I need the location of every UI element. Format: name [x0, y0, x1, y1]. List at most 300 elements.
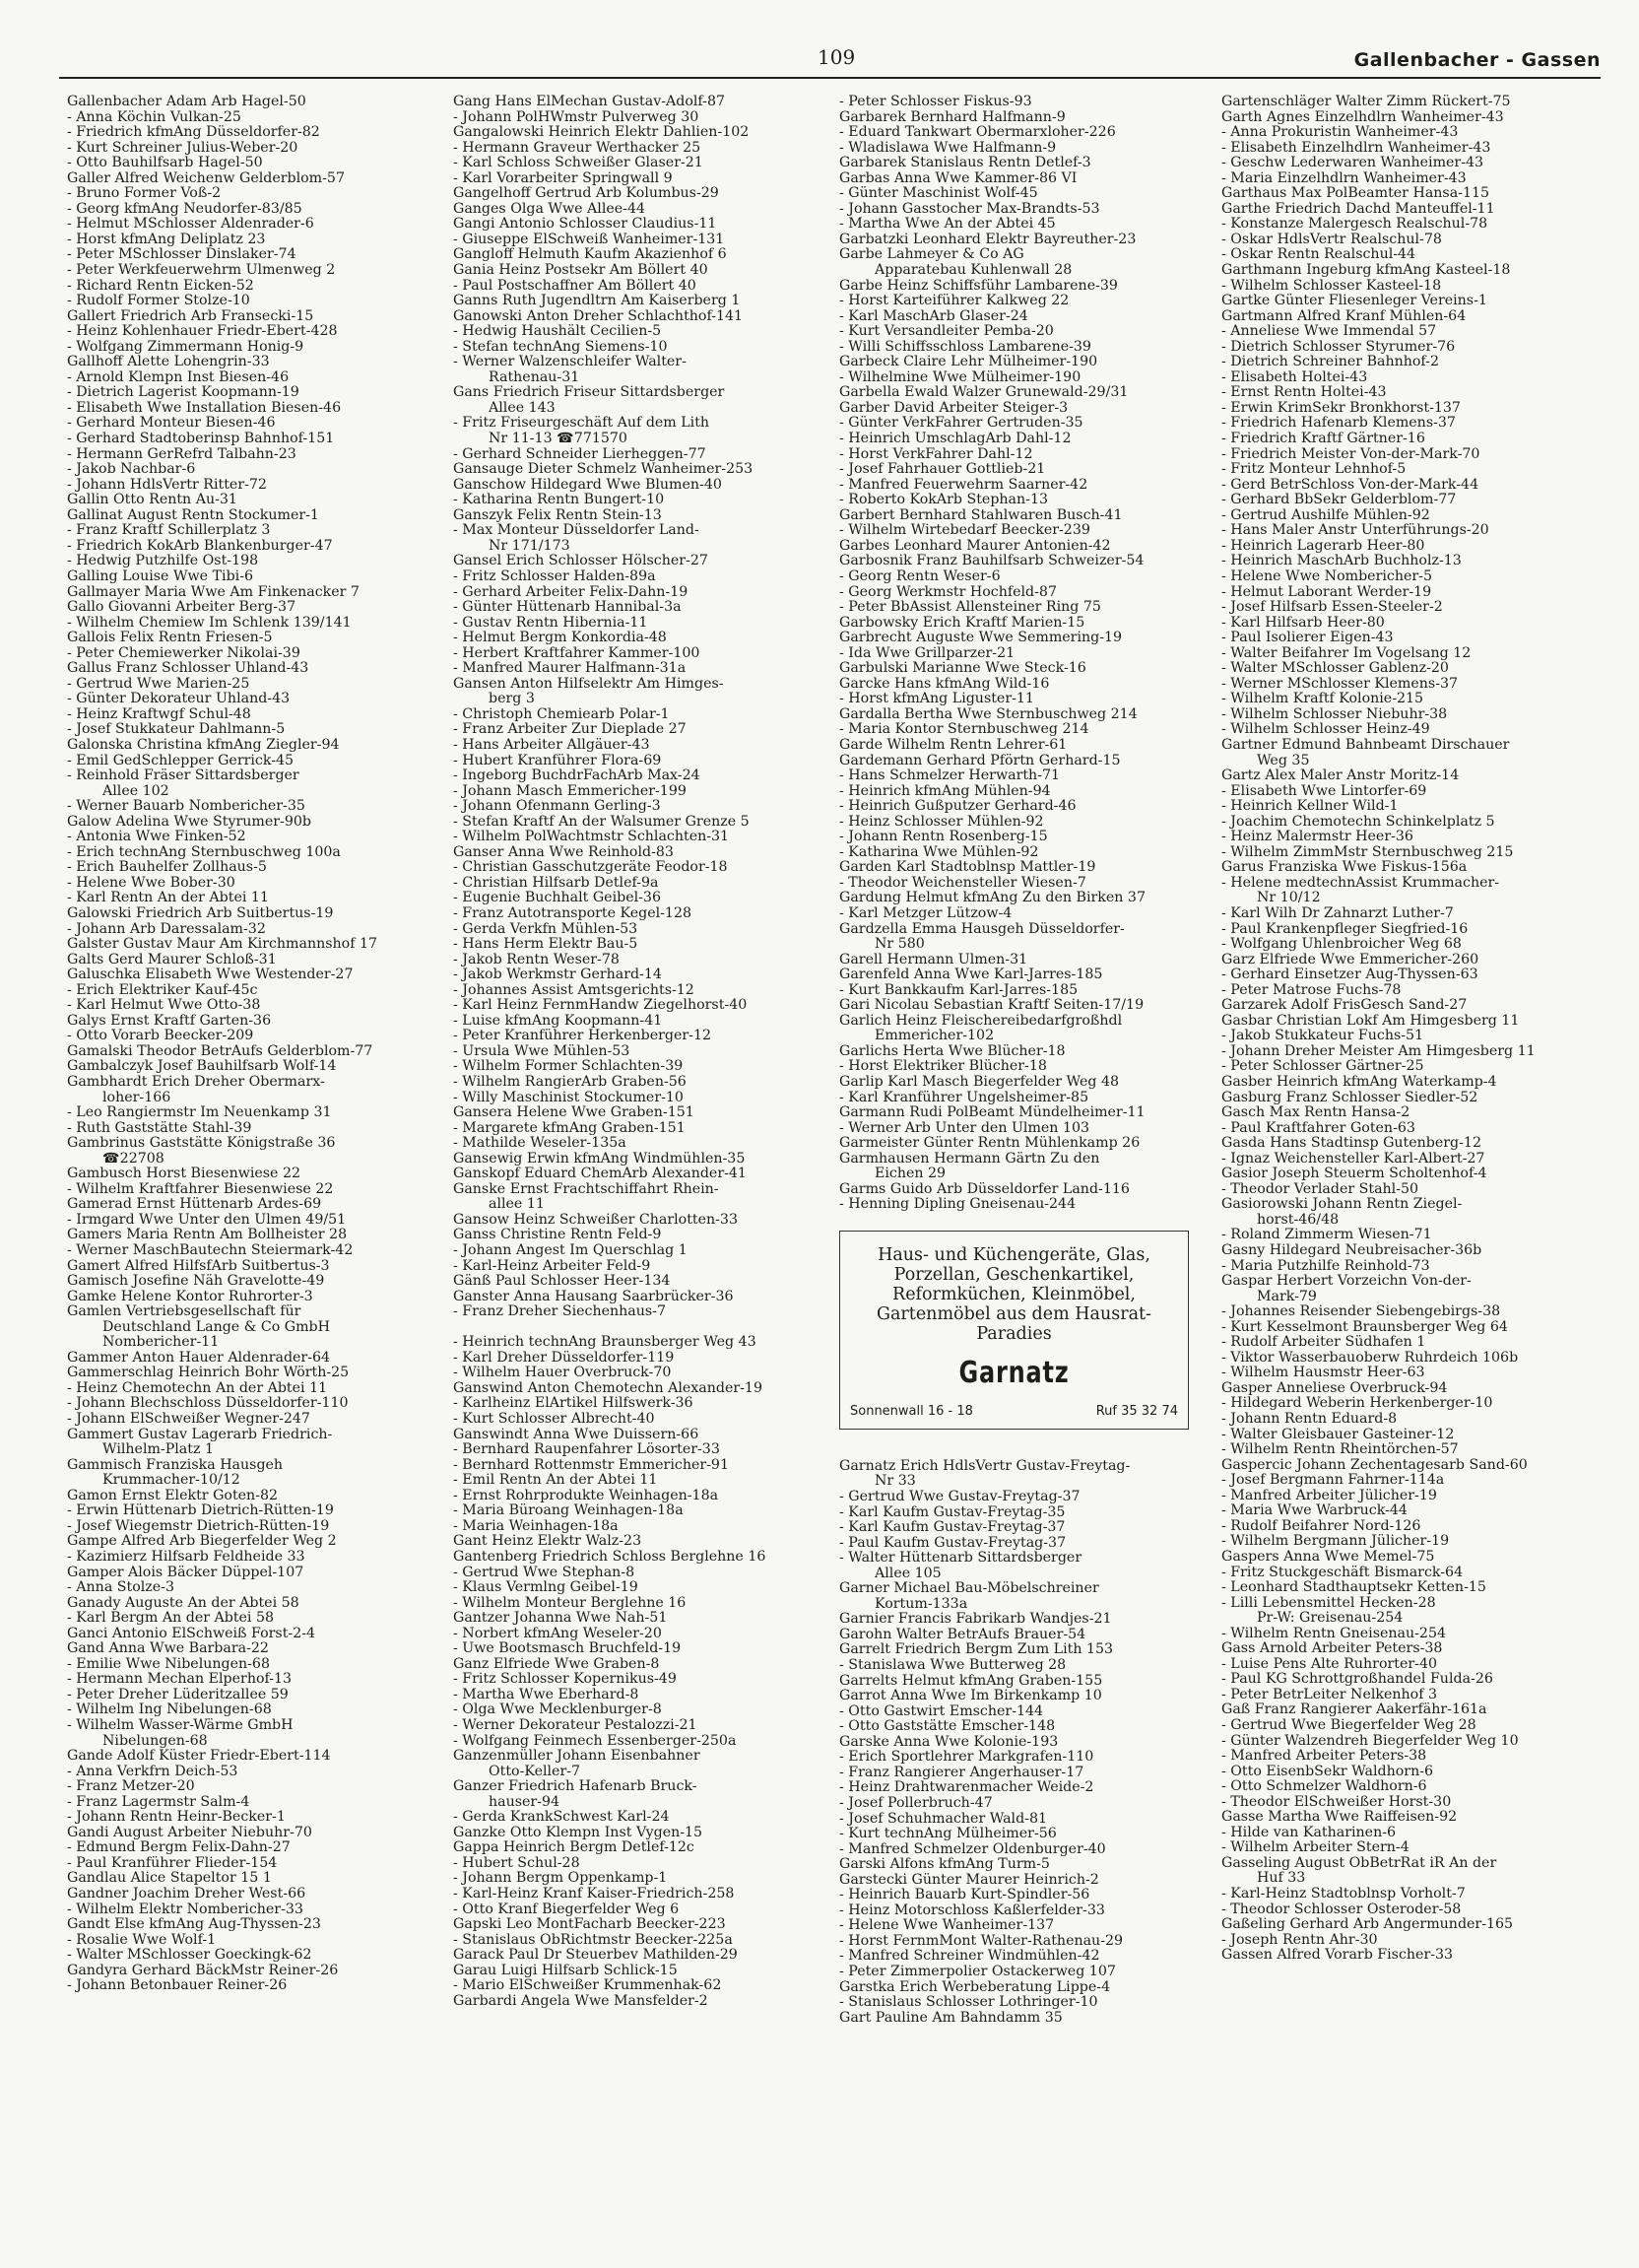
directory-entry: - Peter BbAssist Allensteiner Ring 75 [839, 600, 1101, 616]
directory-entry: Garstka Erich Werbeberatung Lippe-4 [839, 1979, 1111, 1995]
directory-entry: Gallhoff Alette Lohengrin-33 [67, 355, 270, 370]
directory-entry: - Otto Bauhilfsarb Hagel-50 [67, 156, 263, 171]
directory-column-1 [67, 95, 446, 1994]
directory-entry: Galys Ernst Kraftf Garten-36 [67, 1013, 272, 1029]
directory-entry: Garbowsky Erich Kraftf Marien-15 [839, 615, 1085, 631]
directory-entry: Gasse Martha Wwe Raiffeisen-92 [1221, 1810, 1458, 1826]
directory-entry: - Christoph Chemiearb Polar-1 [453, 706, 670, 722]
directory-entry: Wilhelm-Platz 1 [102, 1442, 214, 1458]
directory-entry: Garski Alfons kfmAng Turm-5 [839, 1857, 1050, 1873]
directory-entry: Ganszyk Felix Rentn Stein-13 [453, 507, 662, 523]
directory-entry: Garbert Bernhard Stahlwaren Busch-41 [839, 507, 1123, 523]
directory-entry: - Franz Metzer-20 [67, 1779, 195, 1795]
directory-entry: - Gerhard Einsetzer Aug-Thyssen-63 [1221, 967, 1478, 983]
directory-entry: - Irmgard Wwe Unter den Ulmen 49/51 [67, 1212, 347, 1228]
directory-entry: - Werner MaschBautechn Steiermark-42 [67, 1243, 354, 1259]
directory-entry: Pr-W: Greisenau-254 [1257, 1611, 1404, 1627]
directory-entry: - Ignaz Weichensteller Karl-Albert-27 [1221, 1151, 1485, 1167]
directory-entry: Ganzenmüller Johann Eisenbahner [453, 1749, 700, 1765]
directory-entry: - Johann Rentn Rosenberg-15 [839, 830, 1048, 845]
directory-entry: - Günter Walzendreh Biegerfelder Weg 10 [1221, 1733, 1519, 1749]
directory-entry: Gasiorowski Johann Rentn Ziegel- [1221, 1197, 1463, 1213]
directory-entry: Gasda Hans Stadtinsp Gutenberg-12 [1221, 1136, 1481, 1152]
directory-entry: Gamlen Vertriebsgesellschaft für [67, 1304, 301, 1320]
directory-entry: - Erich Sportlehrer Markgrafen-110 [839, 1750, 1094, 1766]
directory-entry: - Henning Dipling Gneisenau-244 [839, 1197, 1077, 1213]
directory-entry: Garms Guido Arb Düsseldorfer Land-116 [839, 1181, 1130, 1197]
directory-entry: - Elisabeth Wwe Lintorfer-69 [1221, 783, 1427, 799]
directory-entry: Garus Franziska Wwe Fiskus-156a [1221, 860, 1468, 876]
directory-entry: - Karl-Heinz Kranf Kaiser-Friedrich-258 [453, 1886, 735, 1901]
directory-entry: - Helmut MSchlosser Aldenrader-6 [67, 217, 314, 233]
directory-entry: - Eugenie Buchhalt Geibel-36 [453, 891, 661, 906]
directory-entry: - Olga Wwe Mecklenburger-8 [453, 1702, 662, 1718]
directory-entry: - Karl Kranführer Ungelsheimer-85 [839, 1090, 1089, 1105]
directory-entry: - Mario ElSchweißer Krummenhak-62 [453, 1978, 722, 1994]
directory-column-4 [1221, 95, 1601, 1964]
directory-entry: - Ingeborg BuchdrFachArb Max-24 [453, 768, 700, 784]
directory-entry: - Johann Betonbauer Reiner-26 [67, 1978, 288, 1994]
directory-entry: - Willi Schiffsschloss Lambarene-39 [839, 339, 1091, 355]
directory-entry: Ganster Anna Hausang Saarbrücker-36 [453, 1289, 734, 1304]
directory-entry: Galonska Christina kfmAng Ziegler-94 [67, 737, 340, 753]
directory-entry: Gande Adolf Küster Friedr-Ebert-114 [67, 1749, 331, 1765]
directory-entry: - Johann Rentn Heinr-Becker-1 [67, 1810, 286, 1826]
directory-entry: Garcke Hans kfmAng Wild-16 [839, 676, 1050, 692]
directory-entry: - Johannes Assist Amtsgerichts-12 [453, 982, 694, 998]
directory-entry: Gass Arnold Arbeiter Peters-38 [1221, 1641, 1443, 1657]
directory-entry: - Karl Metzger Lützow-4 [839, 905, 1013, 921]
directory-entry: - Erich Bauhelfer Zollhaus-5 [67, 860, 267, 876]
directory-entry: Gangloff Helmuth Kaufm Akazienhof 6 [453, 247, 727, 263]
directory-entry: Garthe Friedrich Dachd Manteuffel-11 [1221, 201, 1495, 217]
directory-entry: - Johann Masch Emmericher-199 [453, 783, 687, 799]
directory-entry: - Peter Schlosser Gärtner-25 [1221, 1059, 1424, 1075]
directory-entry: - Günter Maschinist Wolf-45 [839, 186, 1038, 202]
directory-entry: - Franz Lagermstr Salm-4 [67, 1794, 250, 1810]
directory-entry: Gallmayer Maria Wwe Am Finkenacker 7 [67, 584, 360, 600]
directory-entry: - Ida Wwe Grillparzer-21 [839, 645, 1016, 661]
directory-entry: Kortum-133a [875, 1596, 968, 1612]
directory-entry: - Josef Schuhmacher Wald-81 [839, 1811, 1048, 1827]
directory-entry: - Peter Matrose Fuchs-78 [1221, 982, 1402, 998]
directory-entry: Garmann Rudi PolBeamt Mündelheimer-11 [839, 1105, 1146, 1121]
directory-entry: - Wilhelm Bergmann Jülicher-19 [1221, 1534, 1450, 1550]
directory-entry: - Wilhelmine Wwe Mülheimer-190 [839, 369, 1082, 385]
directory-entry: Gartke Günter Fliesenleger Vereins-1 [1221, 294, 1487, 309]
directory-entry: - Heinrich technAng Braunsberger Weg 43 [453, 1335, 756, 1351]
directory-entry: - Walter Beifahrer Im Vogelsang 12 [1221, 645, 1472, 661]
directory-entry: - Paul Kraftfahrer Goten-63 [1221, 1120, 1415, 1136]
directory-entry: Garlip Karl Masch Biegerfelder Weg 48 [839, 1075, 1120, 1090]
directory-entry: Garbe Heinz Schiffsführ Lambarene-39 [839, 278, 1118, 294]
directory-entry: - Christian Hilfsarb Detlef-9a [453, 875, 659, 891]
directory-entry: - Horst FernmMont Walter-Rathenau-29 [839, 1933, 1124, 1949]
directory-entry: - Karl Wilh Dr Zahnarzt Luther-7 [1221, 905, 1454, 921]
directory-entry: - Geschw Lederwaren Wanheimer-43 [1221, 156, 1484, 171]
directory-entry: Garbosnik Franz Bauhilfsarb Schweizer-54 [839, 554, 1145, 569]
directory-entry: - Anna Prokuristin Wanheimer-43 [1221, 125, 1459, 141]
directory-entry: - Karl MaschArb Glaser-24 [839, 308, 1028, 324]
directory-entry: - Manfred Arbeiter Peters-38 [1221, 1749, 1427, 1765]
directory-entry: Ganowski Anton Dreher Schlachthof-141 [453, 308, 744, 324]
directory-entry: Deutschland Lange & Co GmbH [102, 1319, 330, 1335]
directory-entry: - Josef Wiegemstr Dietrich-Rütten-19 [67, 1518, 330, 1534]
directory-entry: - Günter Hüttenarb Hannibal-3a [453, 600, 682, 616]
directory-entry: - Lilli Lebensmittel Hecken-28 [1221, 1595, 1436, 1611]
directory-entry: - Walter Hüttenarb Sittardsberger [839, 1551, 1082, 1567]
header-rule [59, 77, 1601, 79]
directory-entry: - Herbert Kraftfahrer Kammer-100 [453, 645, 700, 661]
directory-entry: - Rosalie Wwe Wolf-1 [67, 1932, 217, 1948]
directory-entry: Gaspar Herbert Vorzeichn Von-der- [1221, 1274, 1472, 1290]
directory-entry: - Werner Bauarb Nombericher-35 [67, 799, 305, 815]
directory-entry: - Rudolf Arbeiter Südhafen 1 [1221, 1335, 1426, 1351]
directory-entry: Garbella Ewald Walzer Grunewald-29/31 [839, 385, 1129, 401]
directory-entry: - Norbert kfmAng Weseler-20 [453, 1626, 662, 1641]
directory-entry: Garbrecht Auguste Wwe Semmering-19 [839, 631, 1123, 646]
directory-entry: - Heinz Malermstr Heer-36 [1221, 830, 1413, 845]
directory-entry: - Wilhelm Schlosser Kasteel-18 [1221, 278, 1442, 294]
directory-entry: Gasior Joseph Steuerm Scholtenhof-4 [1221, 1167, 1487, 1182]
directory-entry: - Maria Kontor Sternbuschweg 214 [839, 722, 1089, 738]
directory-entry: - Walter Gleisbauer Gasteiner-12 [1221, 1427, 1455, 1442]
directory-entry: - Gerda Verkfn Mühlen-53 [453, 921, 638, 937]
directory-entry: - Roland Zimmerm Wiesen-71 [1221, 1228, 1432, 1243]
directory-entry: - Johann HdlsVertr Ritter-72 [67, 477, 267, 493]
directory-entry: Nr 580 [875, 937, 925, 953]
directory-entry: - Johann Rentn Eduard-8 [1221, 1412, 1398, 1428]
directory-entry: Garner Michael Bau-Möbelschreiner [839, 1581, 1099, 1597]
directory-entry: Gania Heinz Postsekr Am Böllert 40 [453, 263, 708, 279]
directory-entry: - Karl Helmut Wwe Otto-38 [67, 998, 261, 1014]
directory-entry: Galowski Friedrich Arb Suitbertus-19 [67, 905, 334, 921]
directory-entry: Gandner Joachim Dreher West-66 [67, 1886, 306, 1901]
directory-entry: - Hedwig Haushält Cecilien-5 [453, 324, 662, 340]
directory-entry: Mark-79 [1257, 1289, 1317, 1304]
directory-entry: Nombericher-11 [102, 1335, 220, 1351]
directory-entry: Gangi Antonio Schlosser Claudius-11 [453, 217, 717, 233]
directory-entry: - Josef Stukkateur Dahlmann-5 [67, 722, 286, 738]
directory-entry: - Mathilde Weseler-135a [453, 1136, 626, 1152]
directory-entry: - Oskar HdlsVertr Realschul-78 [1221, 232, 1442, 247]
directory-entry: Garthaus Max PolBeamter Hansa-115 [1221, 186, 1490, 202]
directory-entry: - Gerd BetrSchloss Von-der-Mark-44 [1221, 477, 1479, 493]
directory-entry: - Gerhard Arbeiter Felix-Dahn-19 [453, 584, 688, 600]
directory-entry: Allee 143 [489, 400, 556, 416]
directory-entry: - Emilie Wwe Nibelungen-68 [67, 1656, 270, 1672]
directory-entry: Allee 102 [102, 783, 169, 799]
directory-entry: - Wilhelm Kraftfahrer Biesenwiese 22 [67, 1181, 334, 1197]
directory-entry: Gamert Alfred HilfsfArb Suitbertus-3 [67, 1258, 330, 1274]
directory-entry: - Hubert Kranführer Flora-69 [453, 753, 662, 768]
directory-entry: - Viktor Wasserbauoberw Ruhrdeich 106b [1221, 1350, 1519, 1366]
directory-entry: - Jakob Werkmstr Gerhard-14 [453, 967, 662, 983]
directory-entry: Nr 11-13 ☎771570 [489, 432, 627, 447]
directory-entry: Garbes Leonhard Maurer Antonien-42 [839, 538, 1111, 554]
directory-entry: Gappa Heinrich Bergm Detlef-12c [453, 1840, 694, 1856]
directory-entry: - Otto Gaststätte Emscher-148 [839, 1719, 1056, 1735]
directory-entry: Gambalczyk Josef Bauhilfsarb Wolf-14 [67, 1059, 337, 1075]
directory-entry: Gamers Maria Rentn Am Bollheister 28 [67, 1228, 348, 1243]
directory-entry: Gantzer Johanna Wwe Nah-51 [453, 1611, 668, 1627]
directory-entry: Ganns Ruth Jugendltrn Am Kaiserberg 1 [453, 294, 741, 309]
directory-entry: - Katharina Wwe Mühlen-92 [839, 844, 1039, 860]
running-title: Gallenbacher - Gassen [1353, 49, 1601, 71]
directory-entry: Ganci Antonio ElSchweiß Forst-2-4 [67, 1626, 316, 1641]
directory-entry: - Anna Köchin Vulkan-25 [67, 109, 241, 125]
directory-entry: Gasny Hildegard Neubreisacher-36b [1221, 1243, 1482, 1259]
directory-entry: - Heinrich MaschArb Buchholz-13 [1221, 554, 1462, 569]
directory-entry: - Karlheinz ElArtikel Hilfswerk-36 [453, 1396, 693, 1412]
ad-address: Sonnenwall 16 - 18 [850, 1403, 973, 1419]
directory-entry: - Wilhelm Ing Nibelungen-68 [67, 1702, 272, 1718]
directory-entry: - Rudolf Beifahrer Nord-126 [1221, 1518, 1421, 1534]
directory-entry: - Emil GedSchlepper Gerrick-45 [67, 753, 295, 768]
directory-entry: - Günter Dekorateur Uhland-43 [67, 692, 291, 707]
directory-entry: - Kurt Kesselmont Braunsberger Weg 64 [1221, 1319, 1508, 1335]
directory-entry: Gamke Helene Kontor Ruhrorter-3 [67, 1289, 313, 1304]
directory-entry: - Maria Einzelhdlrn Wanheimer-43 [1221, 170, 1467, 186]
directory-entry: Garz Elfriede Wwe Emmericher-260 [1221, 952, 1479, 967]
directory-entry: - Georg kfmAng Neudorfer-83/85 [67, 201, 302, 217]
directory-entry: - Walter MSchlosser Gablenz-20 [1221, 661, 1449, 677]
directory-entry: - Horst Karteiführer Kalkweg 22 [839, 294, 1070, 309]
directory-entry: - Stanislawa Wwe Butterweg 28 [839, 1658, 1067, 1674]
directory-entry: - Heinrich Gußputzer Gerhard-46 [839, 799, 1077, 815]
directory-entry: - Paul Postschaffner Am Böllert 40 [453, 278, 696, 294]
directory-entry: allee 11 [489, 1197, 545, 1213]
directory-entry: - Erich Elektriker Kauf-45c [67, 982, 258, 998]
directory-entry: - Werner MSchlosser Klemens-37 [1221, 676, 1459, 692]
directory-entry: - Helmut Laborant Werder-19 [1221, 584, 1432, 600]
directory-entry: Galling Louise Wwe Tibi-6 [67, 568, 254, 584]
directory-entry: Ganss Christine Rentn Feld-9 [453, 1228, 662, 1243]
directory-entry: - Stanislaus ObRichtmstr Beecker-225a [453, 1932, 733, 1948]
directory-entry: - Gertrud Wwe Biegerfelder Weg 28 [1221, 1717, 1476, 1733]
directory-entry: Galuschka Elisabeth Wwe Westender-27 [67, 967, 354, 983]
directory-entry: - Johann Dreher Meister Am Himgesberg 11 [1221, 1043, 1536, 1059]
directory-entry: - Dietrich Lagerist Koopmann-19 [67, 385, 299, 401]
directory-entry: Gallinat August Rentn Stockumer-1 [67, 507, 319, 523]
directory-entry: Garber David Arbeiter Steiger-3 [839, 400, 1069, 416]
directory-entry: Gandt Else kfmAng Aug-Thyssen-23 [67, 1917, 321, 1933]
directory-entry: - Heinz Chemotechn An der Abtei 11 [67, 1380, 328, 1396]
directory-entry: Garden Karl Stadtoblnsp Mattler-19 [839, 860, 1096, 876]
directory-entry: - Margarete kfmAng Graben-151 [453, 1120, 686, 1136]
directory-entry: - Bruno Former Voß-2 [67, 186, 222, 202]
directory-entry: - Heinrich kfmAng Mühlen-94 [839, 783, 1051, 799]
directory-entry: - Peter Schlosser Fiskus-93 [839, 95, 1032, 109]
page-number: 109 [818, 45, 856, 69]
directory-entry: - Oskar Rentn Realschul-44 [1221, 247, 1416, 263]
directory-entry: - Wilhelm Chemiew Im Schlenk 139/141 [67, 615, 352, 631]
directory-entry: - Theodor Verlader Stahl-50 [1221, 1181, 1419, 1197]
directory-entry: - Franz Dreher Siechenhaus-7 [453, 1304, 666, 1320]
directory-entry: - Horst VerkFahrer Dahl-12 [839, 446, 1033, 462]
directory-entry: Gallois Felix Rentn Friesen-5 [67, 631, 273, 646]
directory-entry: - Franz Kraftf Schillerplatz 3 [67, 523, 271, 539]
directory-entry: Gasch Max Rentn Hansa-2 [1221, 1105, 1410, 1121]
directory-entry: - Karl Kaufm Gustav-Freytag-35 [839, 1504, 1066, 1520]
directory-entry: - Franz Rangierer Angerhauser-17 [839, 1765, 1084, 1780]
directory-entry: - Hans Maler Anstr Unterführungs-20 [1221, 523, 1489, 539]
directory-entry: Garnier Francis Fabrikarb Wandjes-21 [839, 1612, 1112, 1628]
directory-entry: Ganser Anna Wwe Reinhold-83 [453, 844, 674, 860]
directory-entry: - Eduard Tankwart Obermarxloher-226 [839, 125, 1116, 141]
directory-entry: - Friedrich KokArb Blankenburger-47 [67, 538, 333, 554]
directory-entry: - Peter Dreher Lüderitzallee 59 [67, 1687, 289, 1702]
directory-entry: Garzarek Adolf FrisGesch Sand-27 [1221, 998, 1468, 1014]
directory-entry: Gaß Franz Rangierer Aakerfähr-161a [1221, 1702, 1487, 1718]
directory-entry: - Karl-Heinz Arbeiter Feld-9 [453, 1258, 651, 1274]
directory-entry: - Heinrich Bauarb Kurt-Spindler-56 [839, 1888, 1090, 1903]
directory-entry: Garbeck Claire Lehr Mülheimer-190 [839, 355, 1098, 370]
directory-entry: Nr 33 [875, 1474, 916, 1490]
directory-entry: Garbas Anna Wwe Kammer-86 VI [839, 170, 1078, 186]
directory-entry: Gartmann Alfred Kranf Mühlen-64 [1221, 308, 1467, 324]
directory-entry: - Arnold Klempn Inst Biesen-46 [67, 369, 290, 385]
directory-entry: Gart Pauline Am Bahndamm 35 [839, 2010, 1063, 2026]
directory-entry: - Josef Bergmann Fahrner-114a [1221, 1473, 1445, 1489]
directory-entry: - Erwin Hüttenarb Dietrich-Rütten-19 [67, 1503, 334, 1519]
directory-entry: - Gertrud Wwe Gustav-Freytag-37 [839, 1490, 1081, 1505]
directory-entry: - Christian Gasschutzgeräte Feodor-18 [453, 860, 728, 876]
directory-entry: - Stefan technAng Siemens-10 [453, 339, 668, 355]
directory-entry: - Friedrich Kraftf Gärtner-16 [1221, 432, 1425, 447]
directory-entry: - Franz Autotransporte Kegel-128 [453, 905, 692, 921]
directory-entry: Huf 33 [1257, 1871, 1306, 1887]
ad-text: Haus- und Küchengeräte, Glas, Porzellan, Geschenkartikel, Reformküchen, Kleinmöbel, Gartenmöbel aus dem Hausrat-Paradies [877, 1244, 1151, 1344]
directory-entry: - Max Monteur Düsseldorfer Land- [453, 523, 699, 539]
directory-entry: - Maria Weinhagen-18a [453, 1518, 619, 1534]
directory-entry: - Johann Blechschloss Düsseldorfer-110 [67, 1396, 349, 1412]
directory-entry: Galow Adelina Wwe Styrumer-90b [67, 814, 311, 830]
directory-entry: hauser-94 [489, 1794, 560, 1810]
directory-entry: Gardzella Emma Hausgeh Düsseldorfer- [839, 921, 1125, 937]
directory-entry: Garenfeld Anna Wwe Karl-Jarres-185 [839, 967, 1103, 983]
directory-entry: - Bernhard Raupenfahrer Lösorter-33 [453, 1442, 720, 1458]
directory-entry: - Antonia Wwe Finken-52 [67, 830, 246, 845]
directory-entry: Garohn Walter BetrAufs Brauer-54 [839, 1627, 1086, 1642]
directory-entry: - Uwe Bootsmasch Bruchfeld-19 [453, 1641, 682, 1657]
directory-entry: - Ernst Rohrprodukte Weinhagen-18a [453, 1488, 719, 1503]
directory-entry: Garmhausen Hermann Gärtn Zu den [839, 1151, 1100, 1167]
directory-entry: Ganz Elfriede Wwe Graben-8 [453, 1656, 660, 1672]
directory-entry: - Gertrud Aushilfe Mühlen-92 [1221, 507, 1430, 523]
directory-column-2 [453, 95, 832, 2009]
directory-entry: Gant Heinz Elektr Walz-23 [453, 1534, 642, 1550]
directory-entry: Gänß Paul Schlosser Heer-134 [453, 1274, 671, 1290]
directory-entry: - Horst kfmAng Liguster-11 [839, 692, 1034, 707]
directory-entry: Gamon Ernst Elektr Goten-82 [67, 1488, 279, 1503]
directory-entry: Gassen Alfred Vorarb Fischer-33 [1221, 1948, 1454, 1964]
directory-entry: - Theodor Schlosser Osteroder-58 [1221, 1901, 1462, 1917]
directory-entry: - Gertrud Wwe Marien-25 [67, 676, 250, 692]
directory-entry: - Maria Büroang Weinhagen-18a [453, 1503, 684, 1519]
directory-entry: Gamalski Theodor BetrAufs Gelderblom-77 [67, 1043, 373, 1059]
directory-entry: - Manfred Arbeiter Jülicher-19 [1221, 1488, 1437, 1503]
directory-entry: - Elisabeth Wwe Installation Biesen-46 [67, 400, 342, 416]
directory-entry: - Luise kfmAng Koopmann-41 [453, 1013, 663, 1029]
directory-entry: Nr 10/12 [1257, 891, 1321, 906]
directory-entry: - Helmut Bergm Konkordia-48 [453, 631, 667, 646]
directory-entry: Garde Wilhelm Rentn Lehrer-61 [839, 737, 1068, 753]
directory-entry: Gasper Anneliese Overbruck-94 [1221, 1380, 1448, 1396]
directory-entry: Ganzer Friedrich Hafenarb Bruck- [453, 1779, 697, 1795]
directory-entry: Gambhardt Erich Dreher Obermarx- [67, 1075, 325, 1090]
directory-entry: Gasburg Franz Schlosser Siedler-52 [1221, 1090, 1478, 1105]
directory-entry: - Gerhard Stadtoberinsp Bahnhof-151 [67, 432, 335, 447]
directory-entry: - Ursula Wwe Mühlen-53 [453, 1043, 630, 1059]
directory-entry: Ganswind Anton Chemotechn Alexander-19 [453, 1380, 762, 1396]
directory-entry: - Gertrud Wwe Stephan-8 [453, 1565, 635, 1580]
directory-entry: Gansel Erich Schlosser Hölscher-27 [453, 554, 708, 569]
directory-entry: Nr 171/173 [489, 538, 570, 554]
directory-entry: Emmericher-102 [875, 1029, 995, 1044]
directory-entry: Gansera Helene Wwe Graben-151 [453, 1105, 694, 1121]
directory-entry: - Josef Pollerbruch-47 [839, 1795, 993, 1811]
directory-entry: Garrelts Helmut kfmAng Graben-155 [839, 1673, 1103, 1689]
page-header [59, 45, 1601, 79]
directory-entry: - Georg Rentn Weser-6 [839, 568, 1001, 584]
directory-entry: - Paul KG Schrottgroßhandel Fulda-26 [1221, 1672, 1493, 1688]
directory-entry: Ganzke Otto Klempn Inst Vygen-15 [453, 1825, 703, 1840]
directory-entry: Ganges Olga Wwe Allee-44 [453, 201, 646, 217]
directory-entry: - Paul Kranführer Flieder-154 [67, 1855, 278, 1871]
directory-entry: - Hermann Mechan Elperhof-13 [67, 1672, 293, 1688]
ad-footer [850, 1404, 1178, 1419]
directory-entry: Krummacher-10/12 [102, 1473, 240, 1489]
directory-entry: Gardalla Bertha Wwe Sternbuschweg 214 [839, 706, 1138, 722]
directory-entry: - Gustav Rentn Hibernia-11 [453, 615, 648, 631]
directory-entry: - Johannes Reisender Siebengebirgs-38 [1221, 1304, 1501, 1320]
directory-entry: - Karl Bergm An der Abtei 58 [67, 1611, 275, 1627]
directory-entry: - Johann Bergm Oppenkamp-1 [453, 1871, 668, 1887]
directory-entry: - Johann ElSchweißer Wegner-247 [67, 1412, 310, 1428]
directory-entry: - Karl Hilfsarb Heer-80 [1221, 615, 1385, 631]
directory-entry: - Wilhelm Kraftf Kolonie-215 [1221, 692, 1424, 707]
directory-entry: - Luise Pens Alte Ruhrorter-40 [1221, 1656, 1437, 1672]
directory-entry: - Anneliese Wwe Immendal 57 [1221, 324, 1437, 340]
directory-entry: - Hedwig Putzhilfe Ost-198 [67, 554, 259, 569]
directory-entry: Garbarek Stanislaus Rentn Detlef-3 [839, 156, 1091, 171]
directory-entry: - Josef Hilfsarb Essen-Steeler-2 [1221, 600, 1443, 616]
directory-entry: - Heinz Drahtwarenmacher Weide-2 [839, 1780, 1094, 1796]
directory-entry: Gasber Heinrich kfmAng Waterkamp-4 [1221, 1075, 1497, 1090]
directory-entry: - Horst kfmAng Deliplatz 23 [67, 232, 266, 247]
directory-entry: - Maria Wwe Warbruck-44 [1221, 1503, 1408, 1519]
directory-entry: - Hermann GerRefrd Talbahn-23 [67, 446, 296, 462]
directory-entry: - Gerda KrankSchwest Karl-24 [453, 1810, 670, 1826]
directory-entry: - Theodor ElSchweißer Horst-30 [1221, 1794, 1452, 1810]
directory-entry: - Joseph Rentn Ahr-30 [1221, 1932, 1378, 1948]
directory-entry: Garbulski Marianne Wwe Steck-16 [839, 661, 1086, 677]
directory-entry: - Wilhelm Monteur Berglehne 16 [453, 1595, 687, 1611]
directory-entry: - Wolfgang Zimmermann Honig-9 [67, 339, 304, 355]
directory-entry: Gaspercic Johann Zechentagesarb Sand-60 [1221, 1457, 1528, 1473]
directory-entry: Ganskopf Eduard ChemArb Alexander-41 [453, 1167, 747, 1182]
directory-entry: - Hubert Schul-28 [453, 1855, 580, 1871]
directory-entry: - Leo Rangiermstr Im Neuenkamp 31 [67, 1105, 332, 1121]
directory-entry: - Paul Krankenpfleger Siegfried-16 [1221, 921, 1469, 937]
directory-entry: - Edmund Bergm Felix-Dahn-27 [67, 1840, 291, 1856]
directory-entry: Garbardi Angela Wwe Mansfelder-2 [453, 1993, 708, 2009]
directory-entry: - Wilhelm Wasser-Wärme GmbH [67, 1717, 294, 1733]
directory-entry: Gansauge Dieter Schmelz Wanheimer-253 [453, 462, 754, 478]
directory-entry: - Kurt technAng Mülheimer-56 [839, 1827, 1057, 1842]
directory-entry: Gallo Giovanni Arbeiter Berg-37 [67, 600, 296, 616]
